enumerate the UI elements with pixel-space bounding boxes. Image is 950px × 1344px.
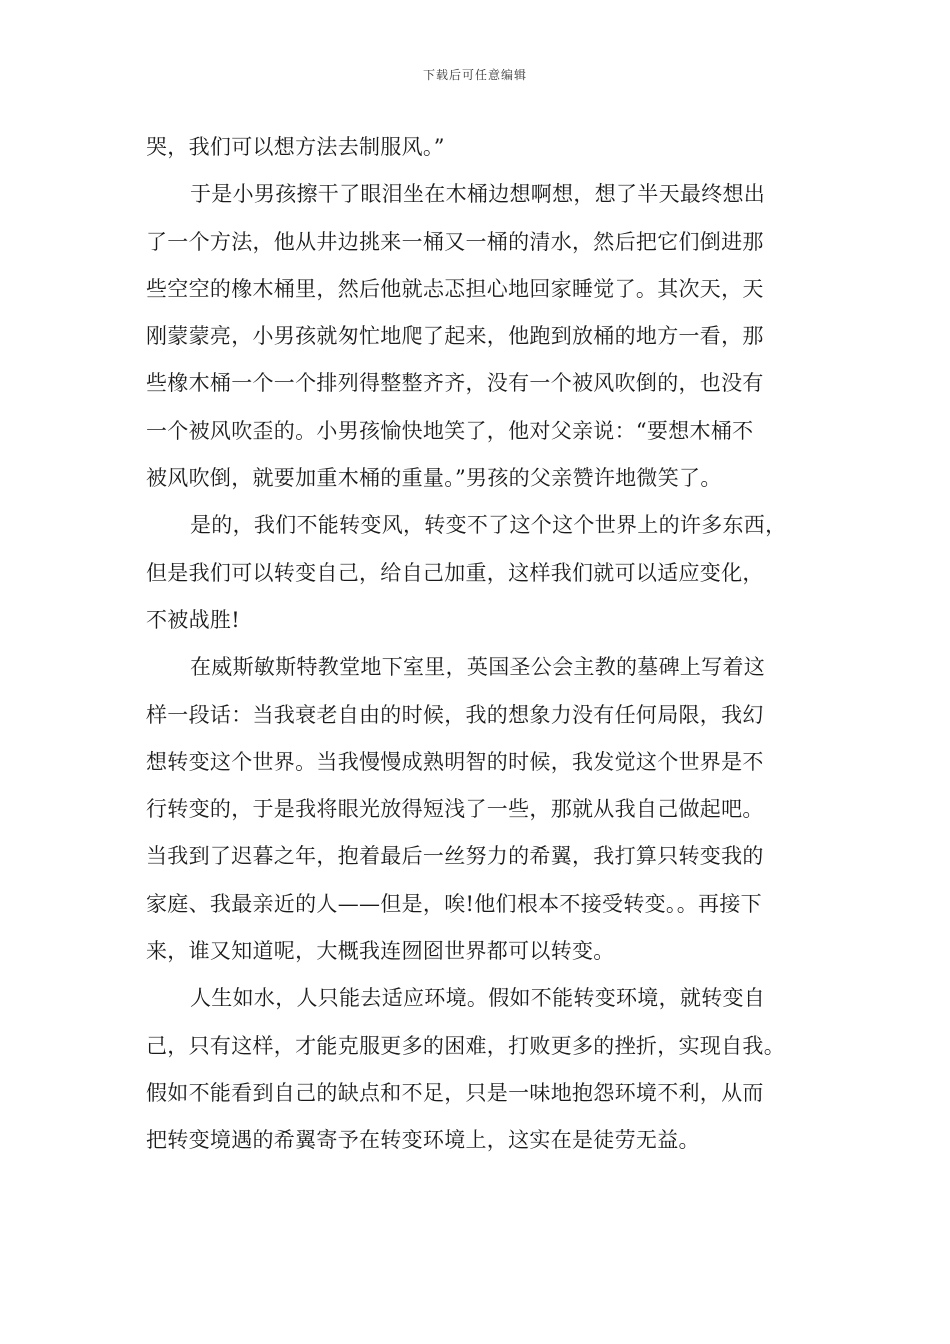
page-header: 下载后可任意编辑 (422, 68, 527, 82)
text-line: 把转变境遇的希翼寄予在转变环境上，这实在是徒劳无益。 (146, 1128, 700, 1153)
text-line: 当我到了迟暮之年，抱着最后一丝努力的希翼，我打算只转变我的 (146, 844, 764, 869)
paragraph-start-line: 人生如水，人只能去适应环境。假如不能转变环境，就转变自 (190, 986, 766, 1011)
paragraph-start-line: 在威斯敏斯特教堂地下室里，英国圣公会主教的墓碑上写着这 (190, 655, 766, 680)
text-line: 了一个方法，他从井边挑来一桶又一桶的清水，然后把它们倒进那 (146, 229, 764, 254)
text-line: 来，谁又知道呢，大概我连囫囵世界都可以转变。 (146, 939, 615, 964)
document-body (146, 124, 811, 1165)
text-line: 行转变的，于是我将眼光放得短浅了一些，那就从我自己做起吧。 (146, 797, 764, 822)
paragraph-start-line: 于是小男孩擦干了眼泪坐在木桶边想啊想，想了半天最终想出 (190, 182, 766, 207)
text-line: 己，只有这样，才能克服更多的困难，打败更多的挫折，实现自我。 (146, 1033, 785, 1058)
text-line: 但是我们可以转变自己，给自己加重，这样我们就可以适应变化， (146, 560, 764, 585)
text-line: 刚蒙蒙亮，小男孩就匆忙地爬了起来，他跑到放桶的地方一看，那 (146, 324, 764, 349)
text-line: 家庭、我最亲近的人——但是，唉!他们根本不接受转变。。再接下 (146, 891, 762, 916)
text-line: 假如不能看到自己的缺点和不足，只是一味地抱怨环境不利，从而 (146, 1080, 764, 1105)
text-line: 些橡木桶一个一个排列得整整齐齐，没有一个被风吹倒的，也没有 (146, 371, 764, 396)
text-line: 一个被风吹歪的。小男孩愉快地笑了，他对父亲说：“要想木桶不 (146, 418, 754, 443)
text-line: 哭，我们可以想方法去制服风。” (146, 135, 445, 159)
text-line: 不被战胜! (146, 607, 240, 632)
paragraph-start-line: 是的，我们不能转变风，转变不了这个这个世界上的许多东西， (190, 513, 787, 538)
text-line: 想转变这个世界。当我慢慢成熟明智的时候，我发觉这个世界是不 (146, 749, 764, 774)
text-line: 被风吹倒，就要加重木桶的重量。”男孩的父亲赞许地微笑了。 (146, 466, 722, 491)
text-line: 样一段话：当我衰老自由的时候，我的想象力没有任何局限，我幻 (146, 702, 764, 727)
text-line: 些空空的橡木桶里，然后他就忐忑担心地回家睡觉了。其次天，天 (146, 276, 764, 301)
